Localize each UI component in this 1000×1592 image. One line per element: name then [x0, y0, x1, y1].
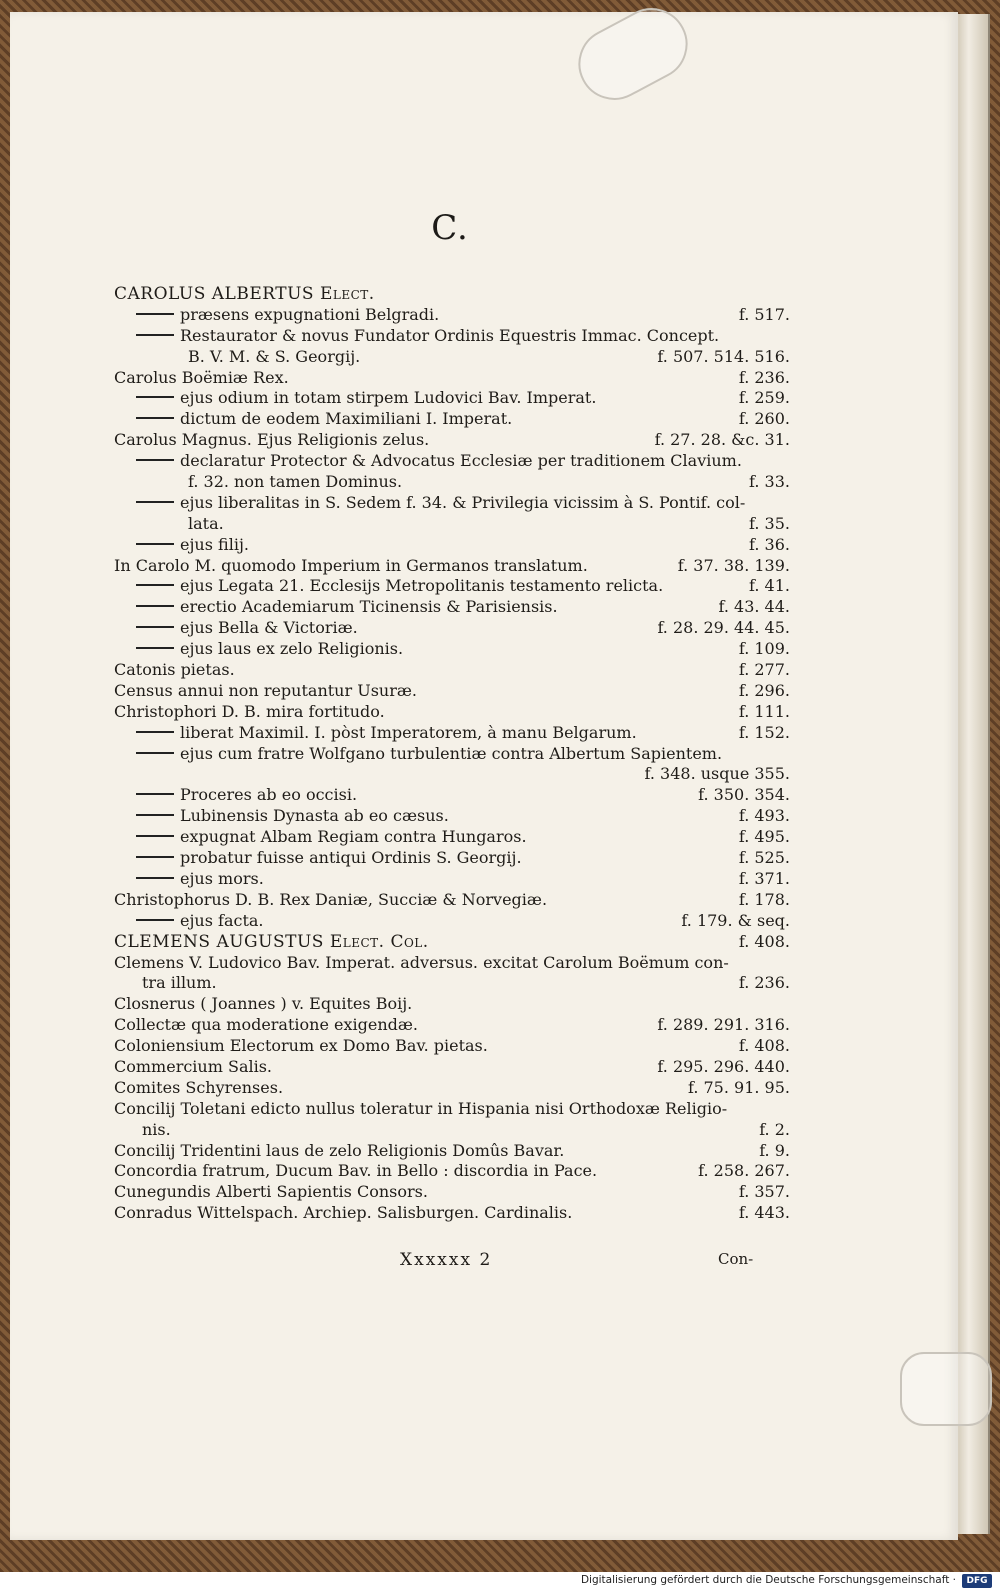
repeat-dash [136, 752, 174, 754]
index-entry [114, 785, 790, 806]
section-letter: C. [431, 208, 469, 248]
repeat-dash [136, 647, 174, 649]
repeat-dash [136, 543, 174, 545]
index-entry [114, 388, 790, 409]
index-entry [114, 723, 790, 744]
entry-reference: f. 289. 291. 316. [657, 1015, 790, 1035]
entry-reference: f. 35. [749, 513, 790, 533]
repeat-dash [136, 459, 174, 461]
entry-reference: f. 111. [738, 701, 790, 721]
entry-reference: f. 495. [738, 827, 790, 847]
entry-reference: f. 295. 296. 440. [657, 1056, 790, 1076]
entry-text: CLEMENS AUGUSTUS Elect. Col. [114, 931, 429, 952]
entry-text: Proceres ab eo occisi. [180, 785, 358, 805]
index-entry [114, 890, 790, 911]
entry-text: ejus odium in totam stirpem Ludovici Bav. Imperat. [180, 388, 597, 408]
index-entry [114, 1099, 790, 1120]
index-entry [114, 911, 790, 932]
entry-reference: f. 9. [759, 1140, 790, 1160]
entry-text: Cunegundis Alberti Sapientis Consors. [114, 1182, 428, 1202]
entry-reference: f. 296. [738, 680, 790, 700]
entry-text: expugnat Albam Regiam contra Hungaros. [180, 827, 527, 847]
index-entry [114, 576, 790, 597]
index-entry [114, 827, 790, 848]
index-entry [114, 472, 790, 493]
footer-bar [0, 1572, 1000, 1592]
entry-reference: f. 36. [749, 534, 790, 554]
entry-text: ejus Bella & Victoriæ. [180, 618, 358, 638]
index-entry [114, 932, 790, 953]
entry-text: erectio Academiarum Ticinensis & Parisiensis. [180, 597, 558, 617]
entry-reference: f. 357. [738, 1182, 790, 1202]
repeat-dash [136, 626, 174, 628]
entry-reference: f. 43. 44. [718, 597, 790, 617]
index-entry [114, 326, 790, 347]
index-entry [114, 1120, 790, 1141]
entry-text: Clemens V. Ludovico Bav. Imperat. adversus. excitat Carolum Boëmum con- [114, 952, 729, 972]
entry-reference: f. 37. 38. 139. [677, 555, 790, 575]
entry-reference: f. 507. 514. 516. [657, 346, 790, 366]
entry-text: f. 32. non tamen Dominus. [188, 472, 403, 492]
entry-text: ejus filij. [180, 534, 249, 554]
repeat-dash [136, 814, 174, 816]
index-entry [114, 1182, 790, 1203]
index-entry [114, 409, 790, 430]
index-entry [114, 1057, 790, 1078]
index-entry [114, 681, 790, 702]
entry-reference: f. 2. [759, 1119, 790, 1139]
index-entry [114, 764, 790, 785]
entry-reference: f. 259. [738, 388, 790, 408]
entry-text: Concordia fratrum, Ducum Bav. in Bello : discordia in Pace. [114, 1161, 598, 1181]
book-page [10, 12, 958, 1540]
entry-text: Commercium Salis. [114, 1056, 273, 1076]
entry-reference: f. 27. 28. &c. 31. [654, 430, 790, 450]
repeat-dash [136, 919, 174, 921]
entry-reference: f. 236. [738, 367, 790, 387]
entry-text: Restaurator & novus Fundator Ordinis Equestris Immac. Concept. [180, 325, 720, 345]
repeat-dash [136, 856, 174, 858]
entry-text: Christophori D. B. mira fortitudo. [114, 701, 385, 721]
entry-text: Carolus Magnus. Ejus Religionis zelus. [114, 430, 430, 450]
repeat-dash [136, 835, 174, 837]
index-entry [114, 535, 790, 556]
entry-text: Lubinensis Dynasta ab eo cæsus. [180, 806, 449, 826]
index-entry [114, 1141, 790, 1162]
entry-text: ejus Legata 21. Ecclesijs Metropolitanis testamento relicta. [180, 576, 664, 596]
entry-text: Concilij Toletani edicto nullus toleratur in Hispania nisi Orthodoxæ Religio- [114, 1098, 728, 1118]
entry-reference: f. 28. 29. 44. 45. [657, 618, 790, 638]
entry-text: probatur fuisse antiqui Ordinis S. Georgij. [180, 848, 522, 868]
index-entry [114, 973, 790, 994]
index-entry [114, 848, 790, 869]
index-entry [114, 702, 790, 723]
entry-text: Catonis pietas. [114, 660, 235, 680]
entry-reference: f. 493. [738, 806, 790, 826]
entry-text: præsens expugnationi Belgradi. [180, 304, 440, 324]
repeat-dash [136, 334, 174, 336]
index-entry [114, 493, 790, 514]
repeat-dash [136, 731, 174, 733]
index-entry [114, 368, 790, 389]
entry-text: Census annui non reputantur Usuræ. [114, 680, 417, 700]
index-entry [114, 869, 790, 890]
index-entry [114, 953, 790, 974]
entry-text: ejus liberalitas in S. Sedem f. 34. & Privilegia vicissim à S. Pontif. col- [180, 492, 746, 512]
entry-reference: f. 178. [738, 889, 790, 909]
index-entry [114, 1078, 790, 1099]
repeat-dash [136, 793, 174, 795]
entry-reference: f. 41. [749, 576, 790, 596]
entry-text: Concilij Tridentini laus de zelo Religionis Domûs Bavar. [114, 1140, 565, 1160]
entry-text: tra illum. [142, 973, 217, 993]
entry-text: liberat Maximil. I. pòst Imperatorem, à manu Belgarum. [180, 722, 637, 742]
index-entry [114, 430, 790, 451]
repeat-dash [136, 501, 174, 503]
entry-reference: f. 179. & seq. [681, 910, 790, 930]
entry-text: ejus mors. [180, 868, 264, 888]
index-entry [114, 1203, 790, 1224]
index-entry [114, 618, 790, 639]
index-entry [114, 451, 790, 472]
index-entry [114, 1161, 790, 1182]
entry-reference: f. 517. [738, 304, 790, 324]
index-entry [114, 305, 790, 326]
index-entry [114, 744, 790, 765]
repeat-dash [136, 605, 174, 607]
index-entry [114, 284, 790, 305]
page-clip-top [566, 0, 700, 113]
entry-text: Comites Schyrenses. [114, 1077, 284, 1097]
index-entries [114, 284, 790, 1224]
entry-text: Conradus Wittelspach. Archiep. Salisburgen. Cardinalis. [114, 1203, 573, 1223]
index-entry [114, 994, 790, 1015]
entry-text: CAROLUS ALBERTUS Elect. [114, 284, 375, 304]
entry-text: B. V. M. & S. Georgij. [188, 346, 361, 366]
entry-reference: f. 371. [738, 868, 790, 888]
signature-mark: Xxxxxx 2 [400, 1250, 493, 1270]
entry-text: In Carolo M. quomodo Imperium in Germanos translatum. [114, 555, 588, 575]
entry-reference: f. 260. [738, 409, 790, 429]
entry-text: Christophorus D. B. Rex Daniæ, Succiæ & Norvegiæ. [114, 889, 548, 909]
index-entry [114, 806, 790, 827]
entry-text: ejus laus ex zelo Religionis. [180, 639, 404, 659]
dfg-logo: DFG [962, 1574, 992, 1588]
entry-text: Collectæ qua moderatione exigendæ. [114, 1015, 418, 1035]
catchword: Con- [718, 1250, 754, 1268]
index-entry [114, 514, 790, 535]
footer-text: Digitalisierung gefördert durch die Deutsche Forschungsgemeinschaft · [580, 1574, 956, 1586]
entry-text: lata. [188, 513, 224, 533]
entry-text: declaratur Protector & Advocatus Ecclesiæ per traditionem Clavium. [180, 451, 742, 471]
entry-reference: f. 525. [738, 848, 790, 868]
index-entry [114, 1036, 790, 1057]
entry-reference: f. 277. [738, 660, 790, 680]
page-clip-right [900, 1352, 992, 1426]
index-entry [114, 556, 790, 577]
entry-reference: f. 408. [738, 1036, 790, 1056]
entry-text: dictum de eodem Maximiliani I. Imperat. [180, 409, 513, 429]
entry-text: nis. [142, 1119, 171, 1139]
entry-reference: f. 408. [738, 931, 790, 951]
entry-text: ejus cum fratre Wolfgano turbulentiæ contra Albertum Sapientem. [180, 743, 723, 763]
entry-text: Carolus Boëmiæ Rex. [114, 367, 289, 387]
entry-text: ejus facta. [180, 910, 264, 930]
entry-reference: f. 33. [749, 472, 790, 492]
entry-reference: f. 75. 91. 95. [687, 1077, 790, 1097]
repeat-dash [136, 877, 174, 879]
entry-reference: f. 348. usque 355. [644, 764, 790, 784]
repeat-dash [136, 584, 174, 586]
entry-text: Coloniensium Electorum ex Domo Bav. pietas. [114, 1036, 488, 1056]
index-entry [114, 639, 790, 660]
entry-reference: f. 152. [738, 722, 790, 742]
repeat-dash [136, 313, 174, 315]
index-entry [114, 660, 790, 681]
entry-reference: f. 236. [738, 973, 790, 993]
repeat-dash [136, 396, 174, 398]
index-entry [114, 1015, 790, 1036]
entry-reference: f. 350. 354. [698, 785, 790, 805]
entry-reference: f. 443. [738, 1203, 790, 1223]
entry-reference: f. 109. [738, 639, 790, 659]
entry-text: Closnerus ( Joannes ) v. Equites Boij. [114, 994, 413, 1014]
index-entry [114, 347, 790, 368]
index-entry [114, 597, 790, 618]
repeat-dash [136, 417, 174, 419]
entry-reference: f. 258. 267. [698, 1161, 790, 1181]
